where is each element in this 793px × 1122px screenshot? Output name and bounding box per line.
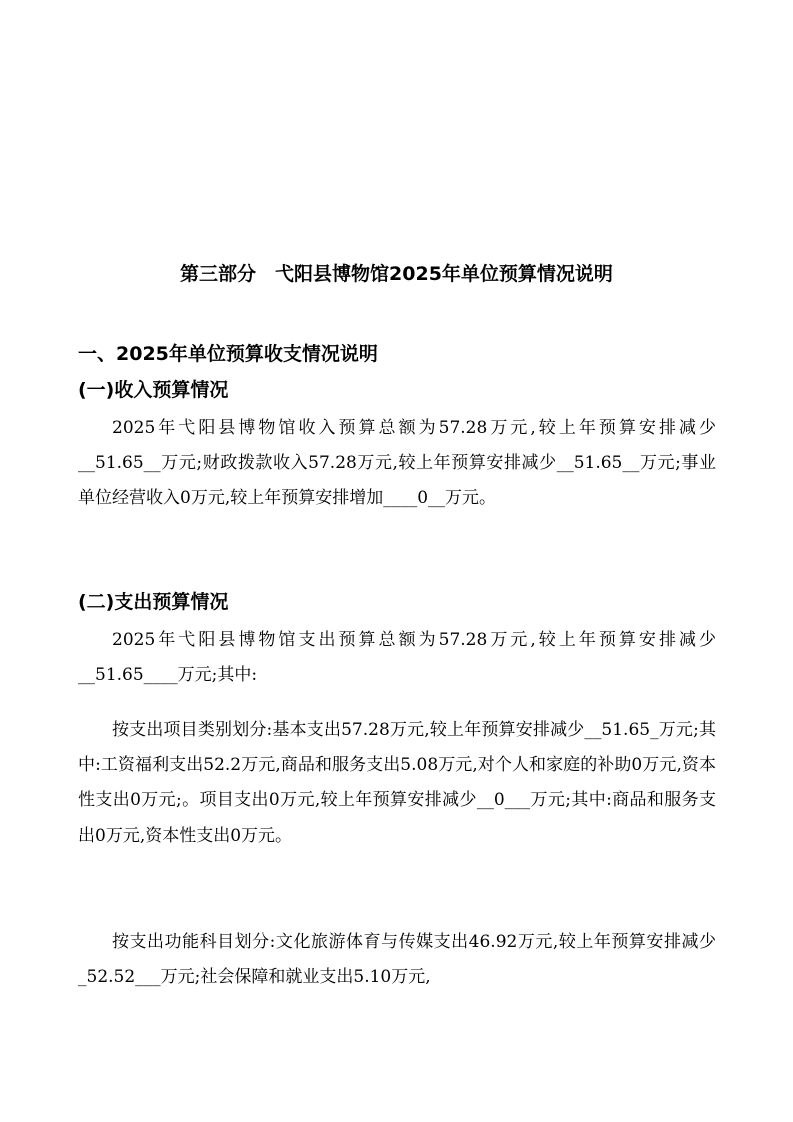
expenditure-by-function-paragraph: 按支出功能科目划分:文化旅游体育与传媒支出46.92万元,较上年预算安排减少_52.52___万元;社会保障和就业支出5.10万元, xyxy=(78,932,716,988)
subsection-heading-income: (一)收入预算情况 xyxy=(78,379,229,401)
income-budget-paragraph: 2025年弋阳县博物馆收入预算总额为57.28万元,较上年预算安排减少__51.65__万元;财政拨款收入57.28万元,较上年预算安排减少__51.65__万元;事业单位经营收入0万元,较上年预算安排增加____0__万元。 xyxy=(78,418,716,509)
expenditure-total-paragraph: 2025年弋阳县博物馆支出预算总额为57.28万元,较上年预算安排减少__51.65____万元;其中: xyxy=(78,630,716,686)
subsection-heading-expenditure: (二)支出预算情况 xyxy=(78,591,229,613)
document-title: 第三部分 弋阳县博物馆2025年单位预算情况说明 xyxy=(180,263,613,285)
expenditure-by-category-paragraph: 按支出项目类别划分:基本支出57.28万元,较上年预算安排减少__51.65_万元;其中:工资福利支出52.2万元,商品和服务支出5.08万元,对个人和家庭的补助0万元,资本性支出0万元;。项目支出0万元,较上年预算安排减少__0___万元;其中:商品和服务支出0万元,资本性支出0万元。 xyxy=(78,720,716,846)
section-heading-budget-overview: 一、2025年单位预算收支情况说明 xyxy=(78,343,378,365)
